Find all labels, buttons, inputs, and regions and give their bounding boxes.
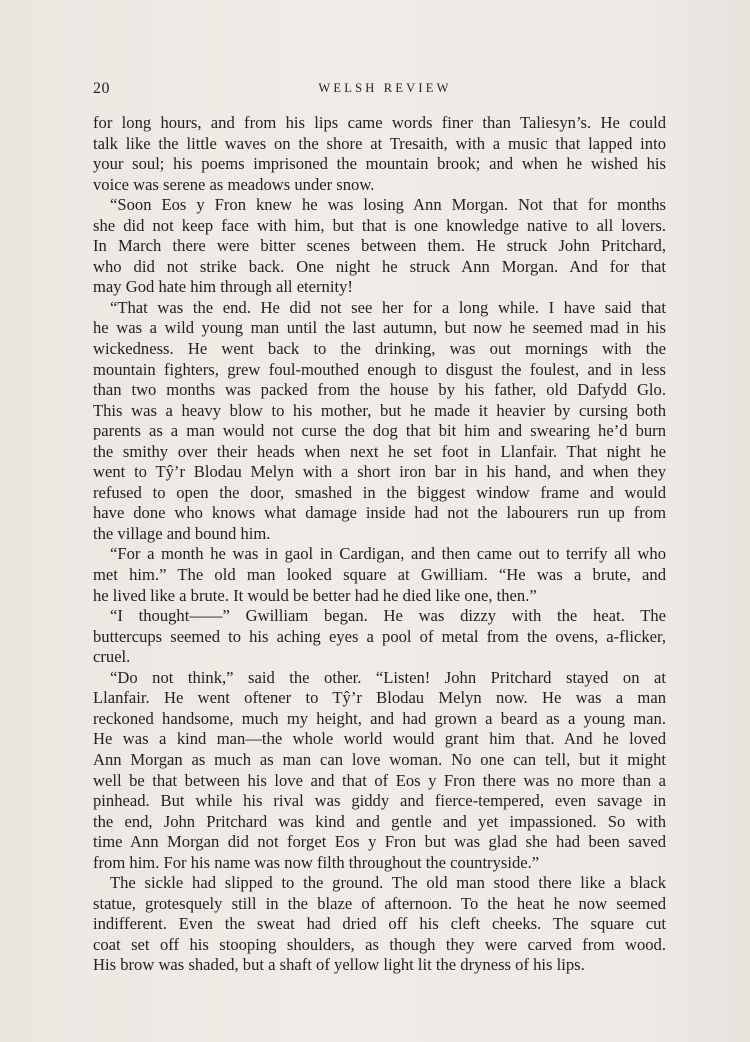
- text-line: “Do not think,” said the other. “Listen! John Pritchard stayed on at: [110, 667, 666, 687]
- paragraph: [93, 606, 666, 668]
- text-line: than two months was packed from the house by his father, old Dafydd Glo.: [93, 380, 666, 400]
- text-line: wickedness. He went back to the drinking, was out mornings with the: [93, 339, 666, 359]
- text-line: His brow was shaded, but a shaft of yellow light lit the dryness of his lips.: [93, 955, 585, 975]
- body-text: [93, 113, 666, 976]
- text-line: statue, grotesquely still in the blaze of afternoon. To the heat he now seemed: [93, 893, 666, 913]
- text-line: the end, John Pritchard was kind and gentle and yet impassioned. So with: [93, 811, 666, 831]
- text-line: she did not keep face with him, but that is one knowledge native to all lovers.: [93, 215, 666, 235]
- text-line: reckoned handsome, much my height, and had grown a beard as a young man.: [93, 708, 666, 728]
- text-line: The sickle had slipped to the ground. The old man stood there like a black: [110, 873, 666, 893]
- text-line: he was a wild young man until the last autumn, but now he seemed mad in his: [93, 318, 666, 338]
- running-head: WELSH REVIEW: [318, 81, 452, 95]
- paragraph: [93, 544, 666, 606]
- page-number: 20: [93, 80, 110, 97]
- text-line: This was a heavy blow to his mother, but he made it heavier by cursing both: [93, 400, 666, 420]
- text-line: from him. For his name was now filth throughout the countryside.”: [93, 852, 540, 872]
- text-line: your soul; his poems imprisoned the mountain brook; and when he wished his: [93, 154, 666, 174]
- text-line: talk like the little waves on the shore at Tresaith, with a music that lapped into: [93, 133, 666, 153]
- text-line: indifferent. Even the sweat had dried off his cleft cheeks. The square cut: [93, 914, 666, 934]
- text-line: voice was serene as meadows under snow.: [93, 174, 375, 194]
- text-line: Ann Morgan as much as man can love woman. No one can tell, but it might: [93, 749, 666, 769]
- paragraph: [93, 195, 666, 298]
- text-line: well be that between his love and that of Eos y Fron there was no more than a: [93, 770, 666, 790]
- text-line: cruel.: [93, 647, 131, 667]
- paragraph: [93, 873, 666, 976]
- text-line: “That was the end. He did not see her for a long while. I have said that: [110, 297, 666, 317]
- text-line: coat set off his stooping shoulders, as though they were carved from wood.: [93, 934, 666, 954]
- text-line: He was a kind man—the whole world would grant him that. And he loved: [93, 729, 666, 749]
- paragraph: [93, 298, 666, 545]
- text-line: the smithy over their heads when next he set foot in Llanfair. That night he: [93, 441, 666, 461]
- text-line: “Soon Eos y Fron knew he was losing Ann Morgan. Not that for months: [110, 195, 666, 215]
- text-line: time Ann Morgan did not forget Eos y Fron but was glad she had been saved: [93, 832, 666, 852]
- paragraph: [93, 113, 666, 195]
- text-line: who did not strike back. One night he struck Ann Morgan. And for that: [93, 256, 666, 276]
- page-header: [93, 80, 661, 102]
- text-line: “I thought——” Gwilliam began. He was dizzy with the heat. The: [110, 606, 666, 626]
- text-line: went to Tŷ’r Blodau Melyn with a short iron bar in his hand, and when they: [93, 462, 666, 482]
- text-line: the village and bound him.: [93, 523, 271, 543]
- text-line: buttercups seemed to his aching eyes a pool of metal from the ovens, a-flicker,: [93, 626, 666, 646]
- paragraph: [93, 668, 666, 873]
- text-line: mountain fighters, grew foul-mouthed enough to disgust the foulest, and in less: [93, 359, 666, 379]
- text-line: met him.” The old man looked square at Gwilliam. “He was a brute, and: [93, 565, 666, 585]
- text-line: Llanfair. He went oftener to Tŷ’r Blodau Melyn now. He was a man: [93, 688, 666, 708]
- text-line: for long hours, and from his lips came words finer than Taliesyn’s. He could: [93, 113, 666, 132]
- text-line: he lived like a brute. It would be better had he died like one, then.”: [93, 585, 537, 605]
- text-line: “For a month he was in gaol in Cardigan, and then came out to terrify all who: [110, 544, 666, 564]
- text-line: pinhead. But while his rival was giddy and fierce-tempered, even savage in: [93, 791, 666, 811]
- text-line: may God hate him through all eternity!: [93, 277, 353, 297]
- text-line: parents as a man would not curse the dog that bit him and swearing he’d burn: [93, 421, 666, 441]
- text-line: have done who knows what damage inside had not the labourers run up from: [93, 503, 666, 523]
- text-line: In March there were bitter scenes between them. He struck John Pritchard,: [93, 236, 666, 256]
- text-line: refused to open the door, smashed in the biggest window frame and would: [93, 482, 666, 502]
